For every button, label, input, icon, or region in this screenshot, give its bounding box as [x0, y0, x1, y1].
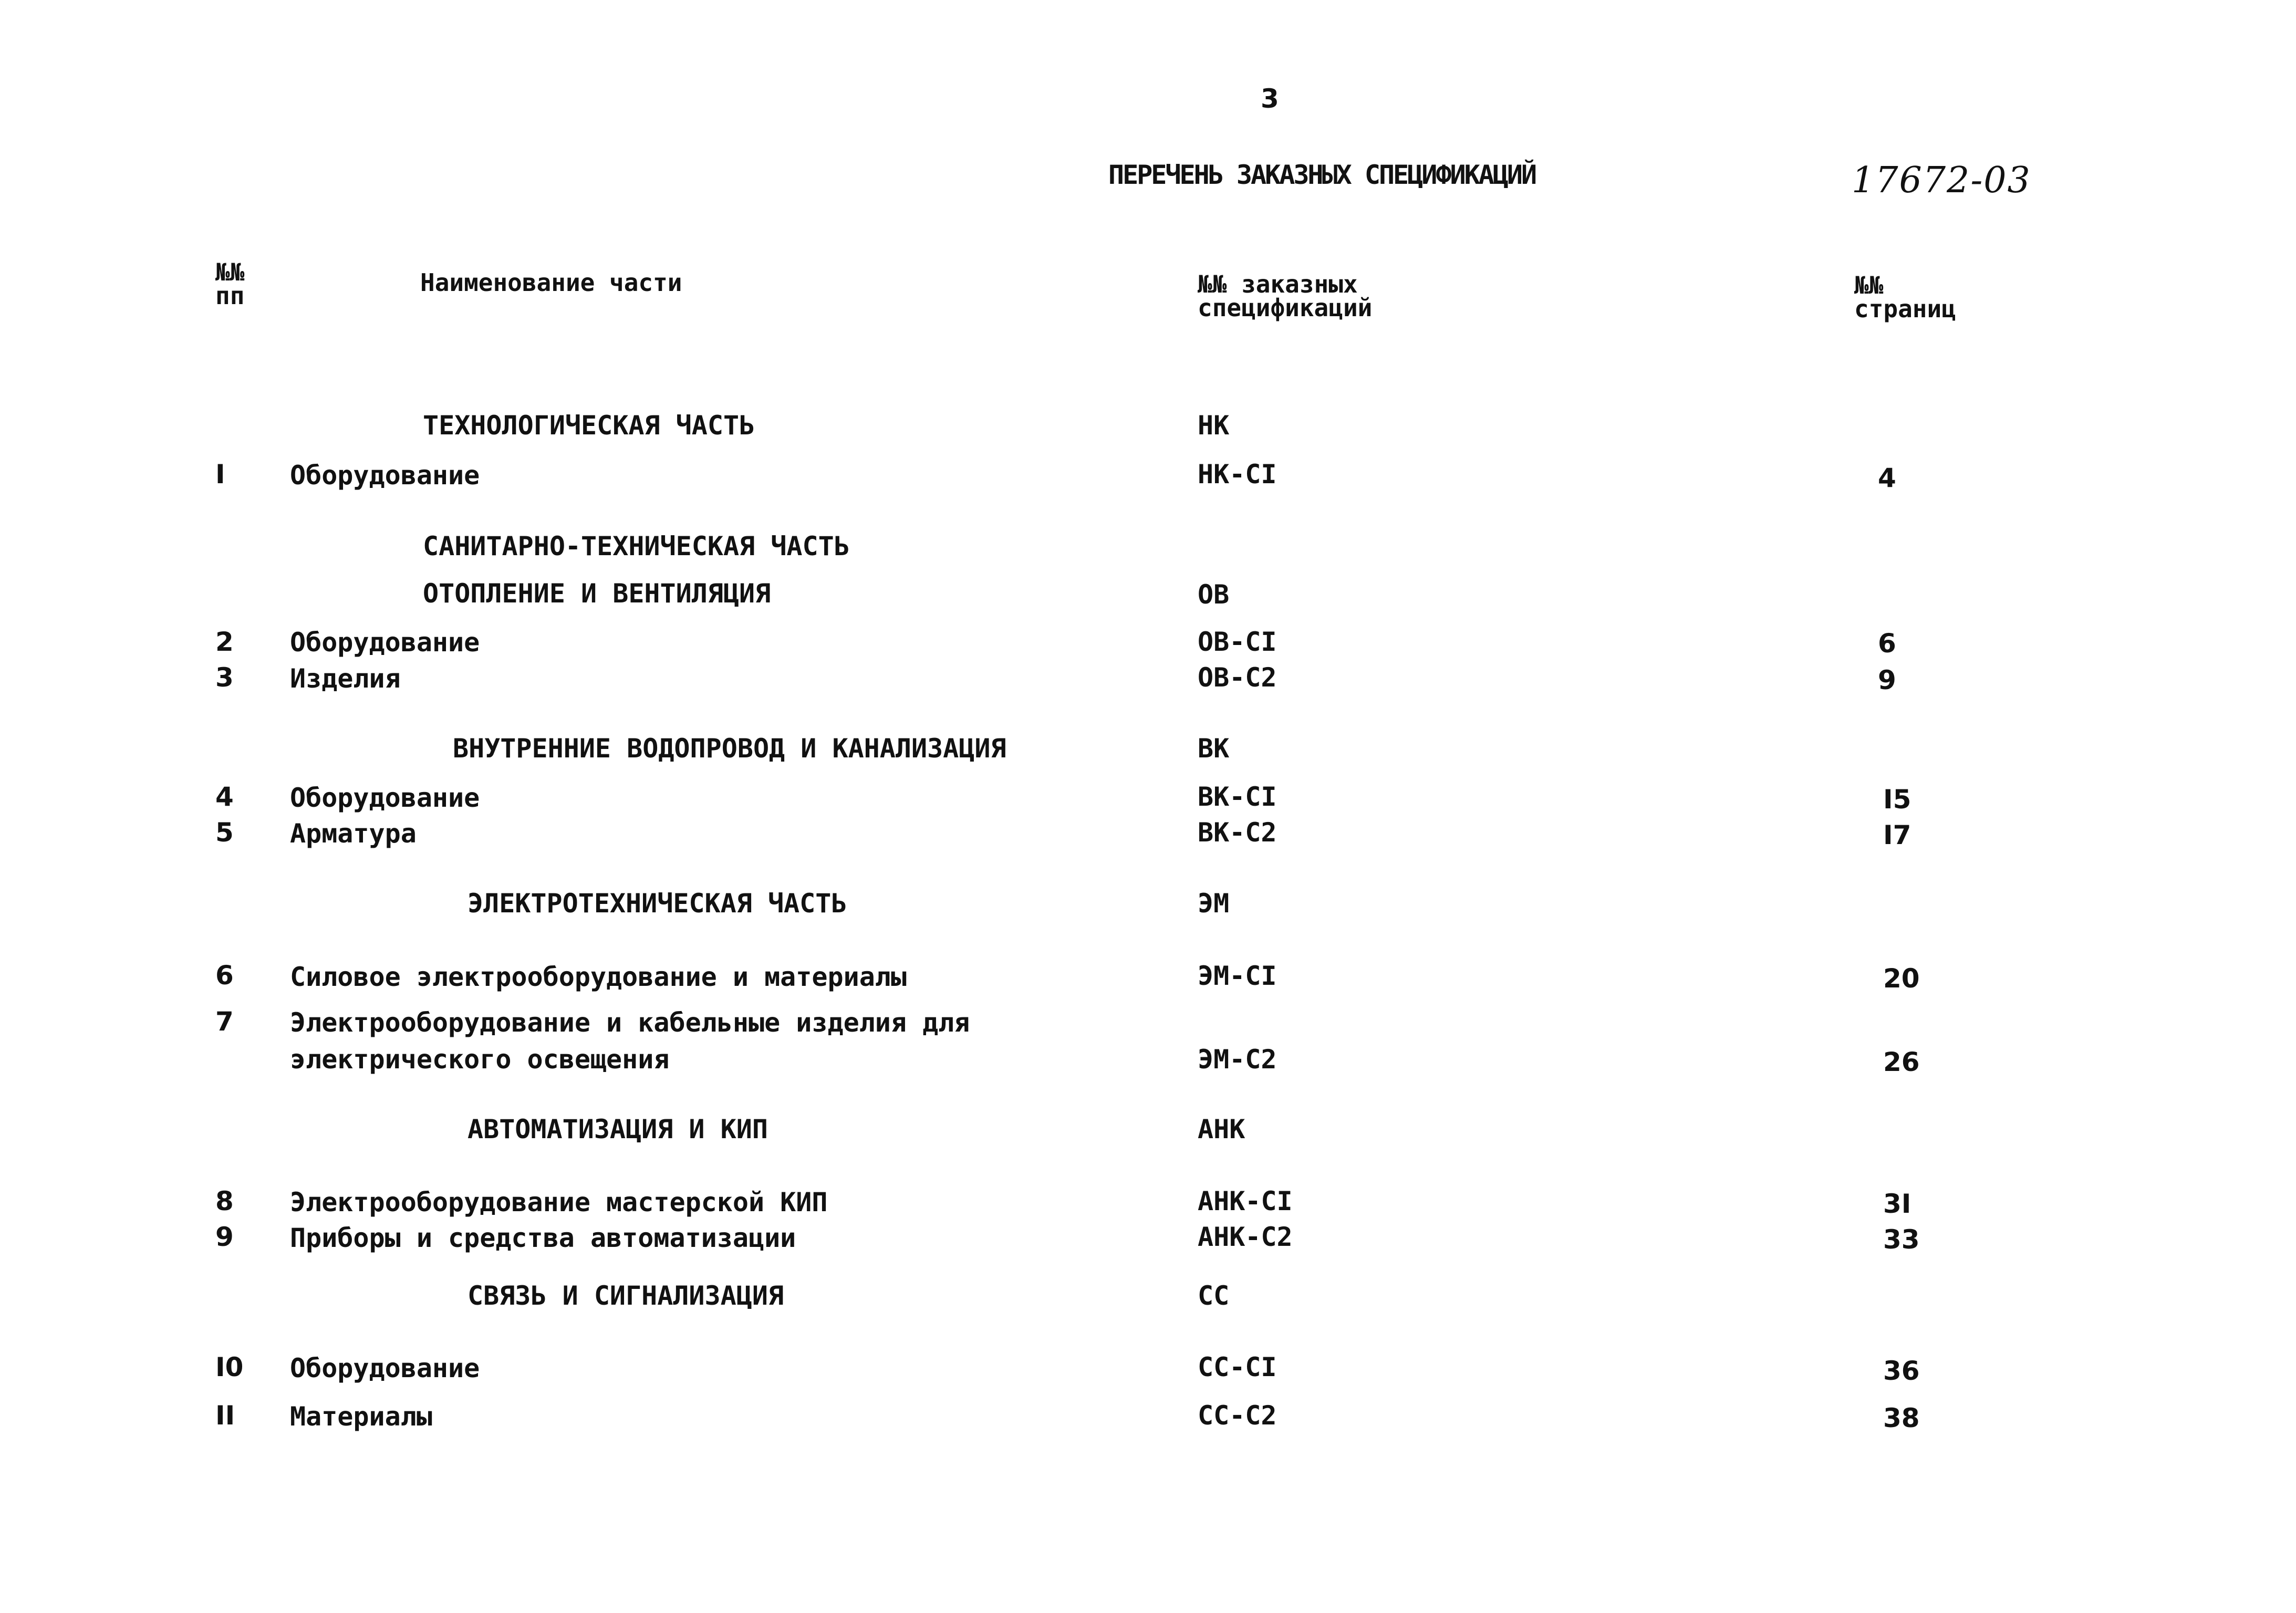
section-heading: САНИТАРНО-ТЕХНИЧЕСКАЯ ЧАСТЬ — [423, 531, 850, 561]
header-spec-line2: спецификаций — [1198, 294, 1373, 322]
part-name: Оборудование — [290, 460, 480, 491]
header-num-line1: №№ — [215, 258, 245, 286]
spec-code: ВК-CI — [1198, 782, 1277, 812]
part-name: Приборы и средства автоматизации — [290, 1223, 796, 1253]
part-name: Изделия — [290, 663, 401, 694]
spec-code: АНК-С2 — [1198, 1222, 1293, 1252]
document-code: 17672-03 — [1852, 160, 2031, 201]
row-number: 4 — [215, 782, 234, 812]
spec-code: СС — [1198, 1281, 1230, 1311]
page-ref: 20 — [1883, 963, 1920, 994]
spec-code: ВК — [1198, 733, 1230, 764]
section-heading: ЭЛЕКТРОТЕХНИЧЕСКАЯ ЧАСТЬ — [467, 888, 847, 919]
spec-code: АНК — [1198, 1114, 1245, 1144]
spec-code: ЭМ — [1198, 888, 1230, 919]
page-ref: 26 — [1883, 1047, 1920, 1077]
part-name: Электрооборудование мастерской КИП — [290, 1187, 828, 1217]
page-ref: I7 — [1883, 820, 1911, 850]
part-name: Арматура — [290, 818, 417, 849]
spec-code: НК — [1198, 410, 1230, 441]
part-name-continuation: электрического освещения — [290, 1044, 670, 1075]
part-name: Оборудование — [290, 783, 480, 813]
part-name: Материалы — [290, 1401, 432, 1432]
section-heading: СВЯЗЬ И СИГНАЛИЗАЦИЯ — [467, 1281, 784, 1311]
page-ref: 3I — [1883, 1189, 1911, 1219]
section-heading: АВТОМАТИЗАЦИЯ И КИП — [467, 1114, 768, 1144]
row-number: II — [215, 1400, 235, 1431]
header-spec-line1: №№ заказных — [1198, 270, 1358, 298]
spec-code: АНК-CI — [1198, 1186, 1293, 1216]
spec-code: ВК-С2 — [1198, 817, 1277, 848]
page-ref: 9 — [1878, 665, 1896, 695]
spec-code: ЭМ-С2 — [1198, 1044, 1277, 1075]
row-number: 5 — [215, 817, 234, 848]
page-ref: 38 — [1883, 1403, 1920, 1433]
header-num-line2: пп — [215, 282, 245, 310]
page-ref: 33 — [1883, 1224, 1920, 1255]
spec-code: СС-CI — [1198, 1352, 1277, 1382]
part-name: Оборудование — [290, 627, 480, 658]
subsection-heading: ОТОПЛЕНИЕ И ВЕНТИЛЯЦИЯ — [423, 578, 771, 609]
row-number: I — [215, 459, 225, 490]
row-number: 9 — [215, 1222, 234, 1252]
spec-code: ОВ — [1198, 579, 1230, 610]
page-number: 3 — [1261, 84, 1279, 114]
row-number: 8 — [215, 1186, 234, 1216]
section-heading: ТЕХНОЛОГИЧЕСКАЯ ЧАСТЬ — [423, 410, 755, 441]
row-number: 7 — [215, 1006, 234, 1037]
page-ref: 4 — [1878, 463, 1896, 493]
document-title: ПЕРЕЧЕНЬ ЗАКАЗНЫХ СПЕЦИФИКАЦИЙ — [1108, 160, 1536, 190]
part-name: Электрооборудование и кабельные изделия для — [290, 1007, 970, 1038]
spec-code: СС-С2 — [1198, 1400, 1277, 1431]
row-number: 3 — [215, 662, 234, 693]
spec-code: ОВ-CI — [1198, 627, 1277, 657]
page-ref: 36 — [1883, 1356, 1920, 1386]
header-pages-line1: №№ — [1854, 271, 1884, 299]
row-number: 2 — [215, 627, 234, 657]
subsection-heading: ВНУТРЕННИЕ ВОДОПРОВОД И КАНАЛИЗАЦИЯ — [453, 733, 1006, 764]
row-number: I0 — [215, 1352, 244, 1382]
part-name: Оборудование — [290, 1353, 480, 1383]
page-ref: 6 — [1878, 628, 1896, 659]
spec-code: НК-CI — [1198, 459, 1277, 490]
spec-code: ОВ-С2 — [1198, 662, 1277, 693]
part-name: Силовое электрооборудование и материалы — [290, 962, 907, 992]
header-pages-line2: страниц — [1854, 295, 1956, 323]
header-name: Наименование части — [420, 268, 682, 297]
page-ref: I5 — [1883, 784, 1911, 815]
row-number: 6 — [215, 960, 234, 991]
spec-code: ЭМ-CI — [1198, 961, 1277, 991]
